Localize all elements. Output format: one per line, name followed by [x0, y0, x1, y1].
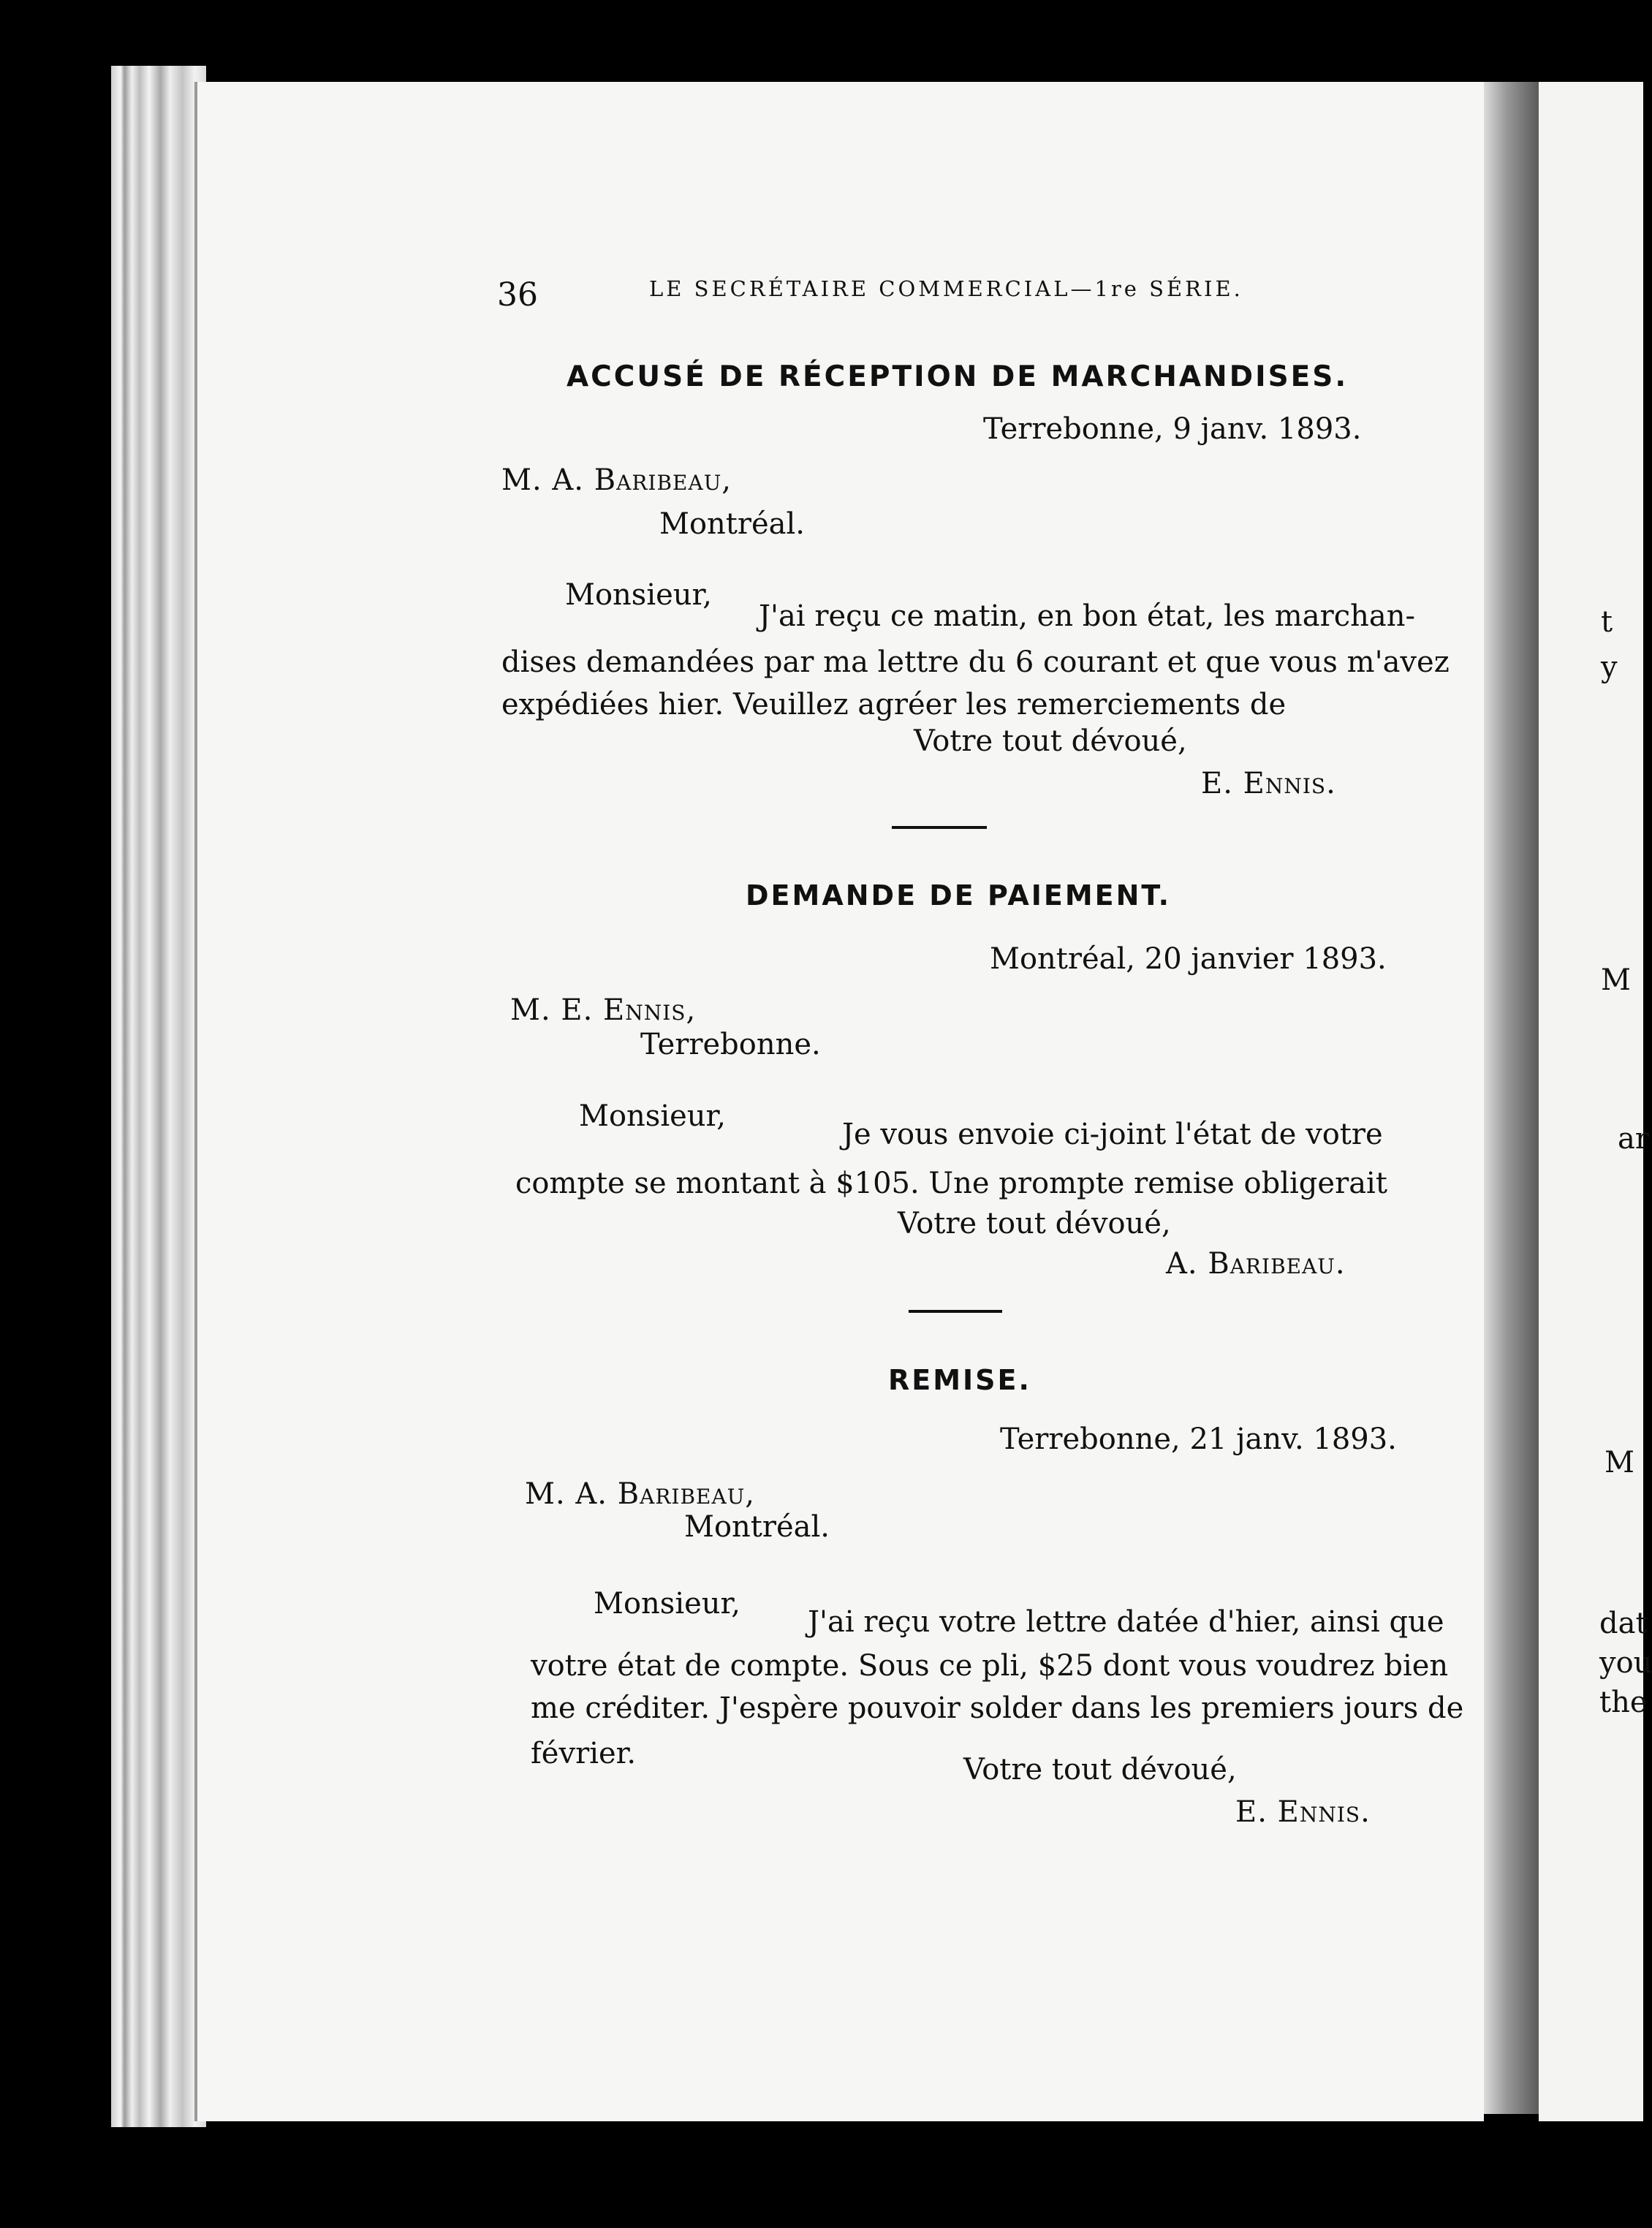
page-stack-edges: [111, 66, 206, 2127]
letter-salutation: Monsieur,: [594, 1587, 740, 1621]
letter-signature: E. Ennis.: [1235, 1795, 1371, 1829]
letter-body-line: février.: [531, 1737, 637, 1770]
adjacent-page-fragment: t: [1601, 605, 1613, 639]
running-title: LE SECRÉTAIRE COMMERCIAL—1re SÉRIE.: [649, 276, 1243, 301]
letter-closing: Votre tout dévoué,: [898, 1207, 1171, 1240]
letter-recipient-city: Terrebonne.: [640, 1028, 821, 1061]
letter-recipient-city: Montréal.: [659, 507, 806, 541]
letter-place-date: Terrebonne, 21 janv. 1893.: [1000, 1422, 1397, 1456]
adjacent-page-fragment: dat: [1599, 1607, 1648, 1640]
letter-body-line: J'ai reçu ce matin, en bon état, les marchan-: [759, 599, 1415, 633]
adjacent-page-fragment: you: [1599, 1646, 1652, 1680]
letter-salutation: Monsieur,: [565, 578, 712, 612]
letter-body-line: expédiées hier. Veuillez agréer les remerciements de: [501, 688, 1287, 721]
adjacent-page-fragment: the: [1599, 1686, 1648, 1719]
letter-recipient: M. A. Baribeau,: [501, 463, 732, 497]
adjacent-page-fragment: ar: [1618, 1122, 1649, 1156]
letter-body-line: compte se montant à $105. Une prompte remise obligerait: [515, 1167, 1387, 1200]
adjacent-page: [1539, 82, 1643, 2121]
letter-body-line: votre état de compte. Sous ce pli, $25 dont vous voudrez bien: [531, 1649, 1449, 1683]
section-divider: [892, 826, 987, 829]
letter-body-line: me créditer. J'espère pouvoir solder dans les premiers jours de: [531, 1691, 1464, 1725]
letter-place-date: Montréal, 20 janvier 1893.: [990, 942, 1387, 976]
letter-heading: REMISE.: [888, 1364, 1031, 1396]
book-gutter-shadow: [1484, 82, 1539, 2114]
letter-salutation: Monsieur,: [579, 1099, 726, 1133]
letter-recipient: M. A. Baribeau,: [525, 1477, 756, 1511]
letter-closing: Votre tout dévoué,: [914, 724, 1187, 758]
letter-closing: Votre tout dévoué,: [963, 1753, 1237, 1786]
section-divider: [909, 1310, 1002, 1313]
letter-recipient: M. E. Ennis,: [510, 993, 697, 1027]
adjacent-page-fragment: y: [1601, 651, 1618, 684]
letter-place-date: Terrebonne, 9 janv. 1893.: [983, 412, 1362, 446]
adjacent-page-fragment: M: [1604, 1446, 1634, 1479]
letter-heading: DEMANDE DE PAIEMENT.: [746, 879, 1172, 912]
letter-body-line: J'ai reçu votre lettre datée d'hier, ainsi que: [808, 1605, 1444, 1639]
letter-recipient-city: Montréal.: [684, 1510, 830, 1544]
letter-signature: E. Ennis.: [1201, 767, 1336, 800]
page-number: 36: [497, 276, 538, 314]
letter-signature: A. Baribeau.: [1166, 1247, 1346, 1281]
adjacent-page-fragment: M: [1601, 963, 1631, 997]
letter-heading: ACCUSÉ DE RÉCEPTION DE MARCHANDISES.: [567, 360, 1349, 393]
letter-body-line: dises demandées par ma lettre du 6 courant et que vous m'avez: [501, 645, 1450, 679]
letter-body-line: Je vous envoie ci-joint l'état de votre: [842, 1118, 1383, 1151]
